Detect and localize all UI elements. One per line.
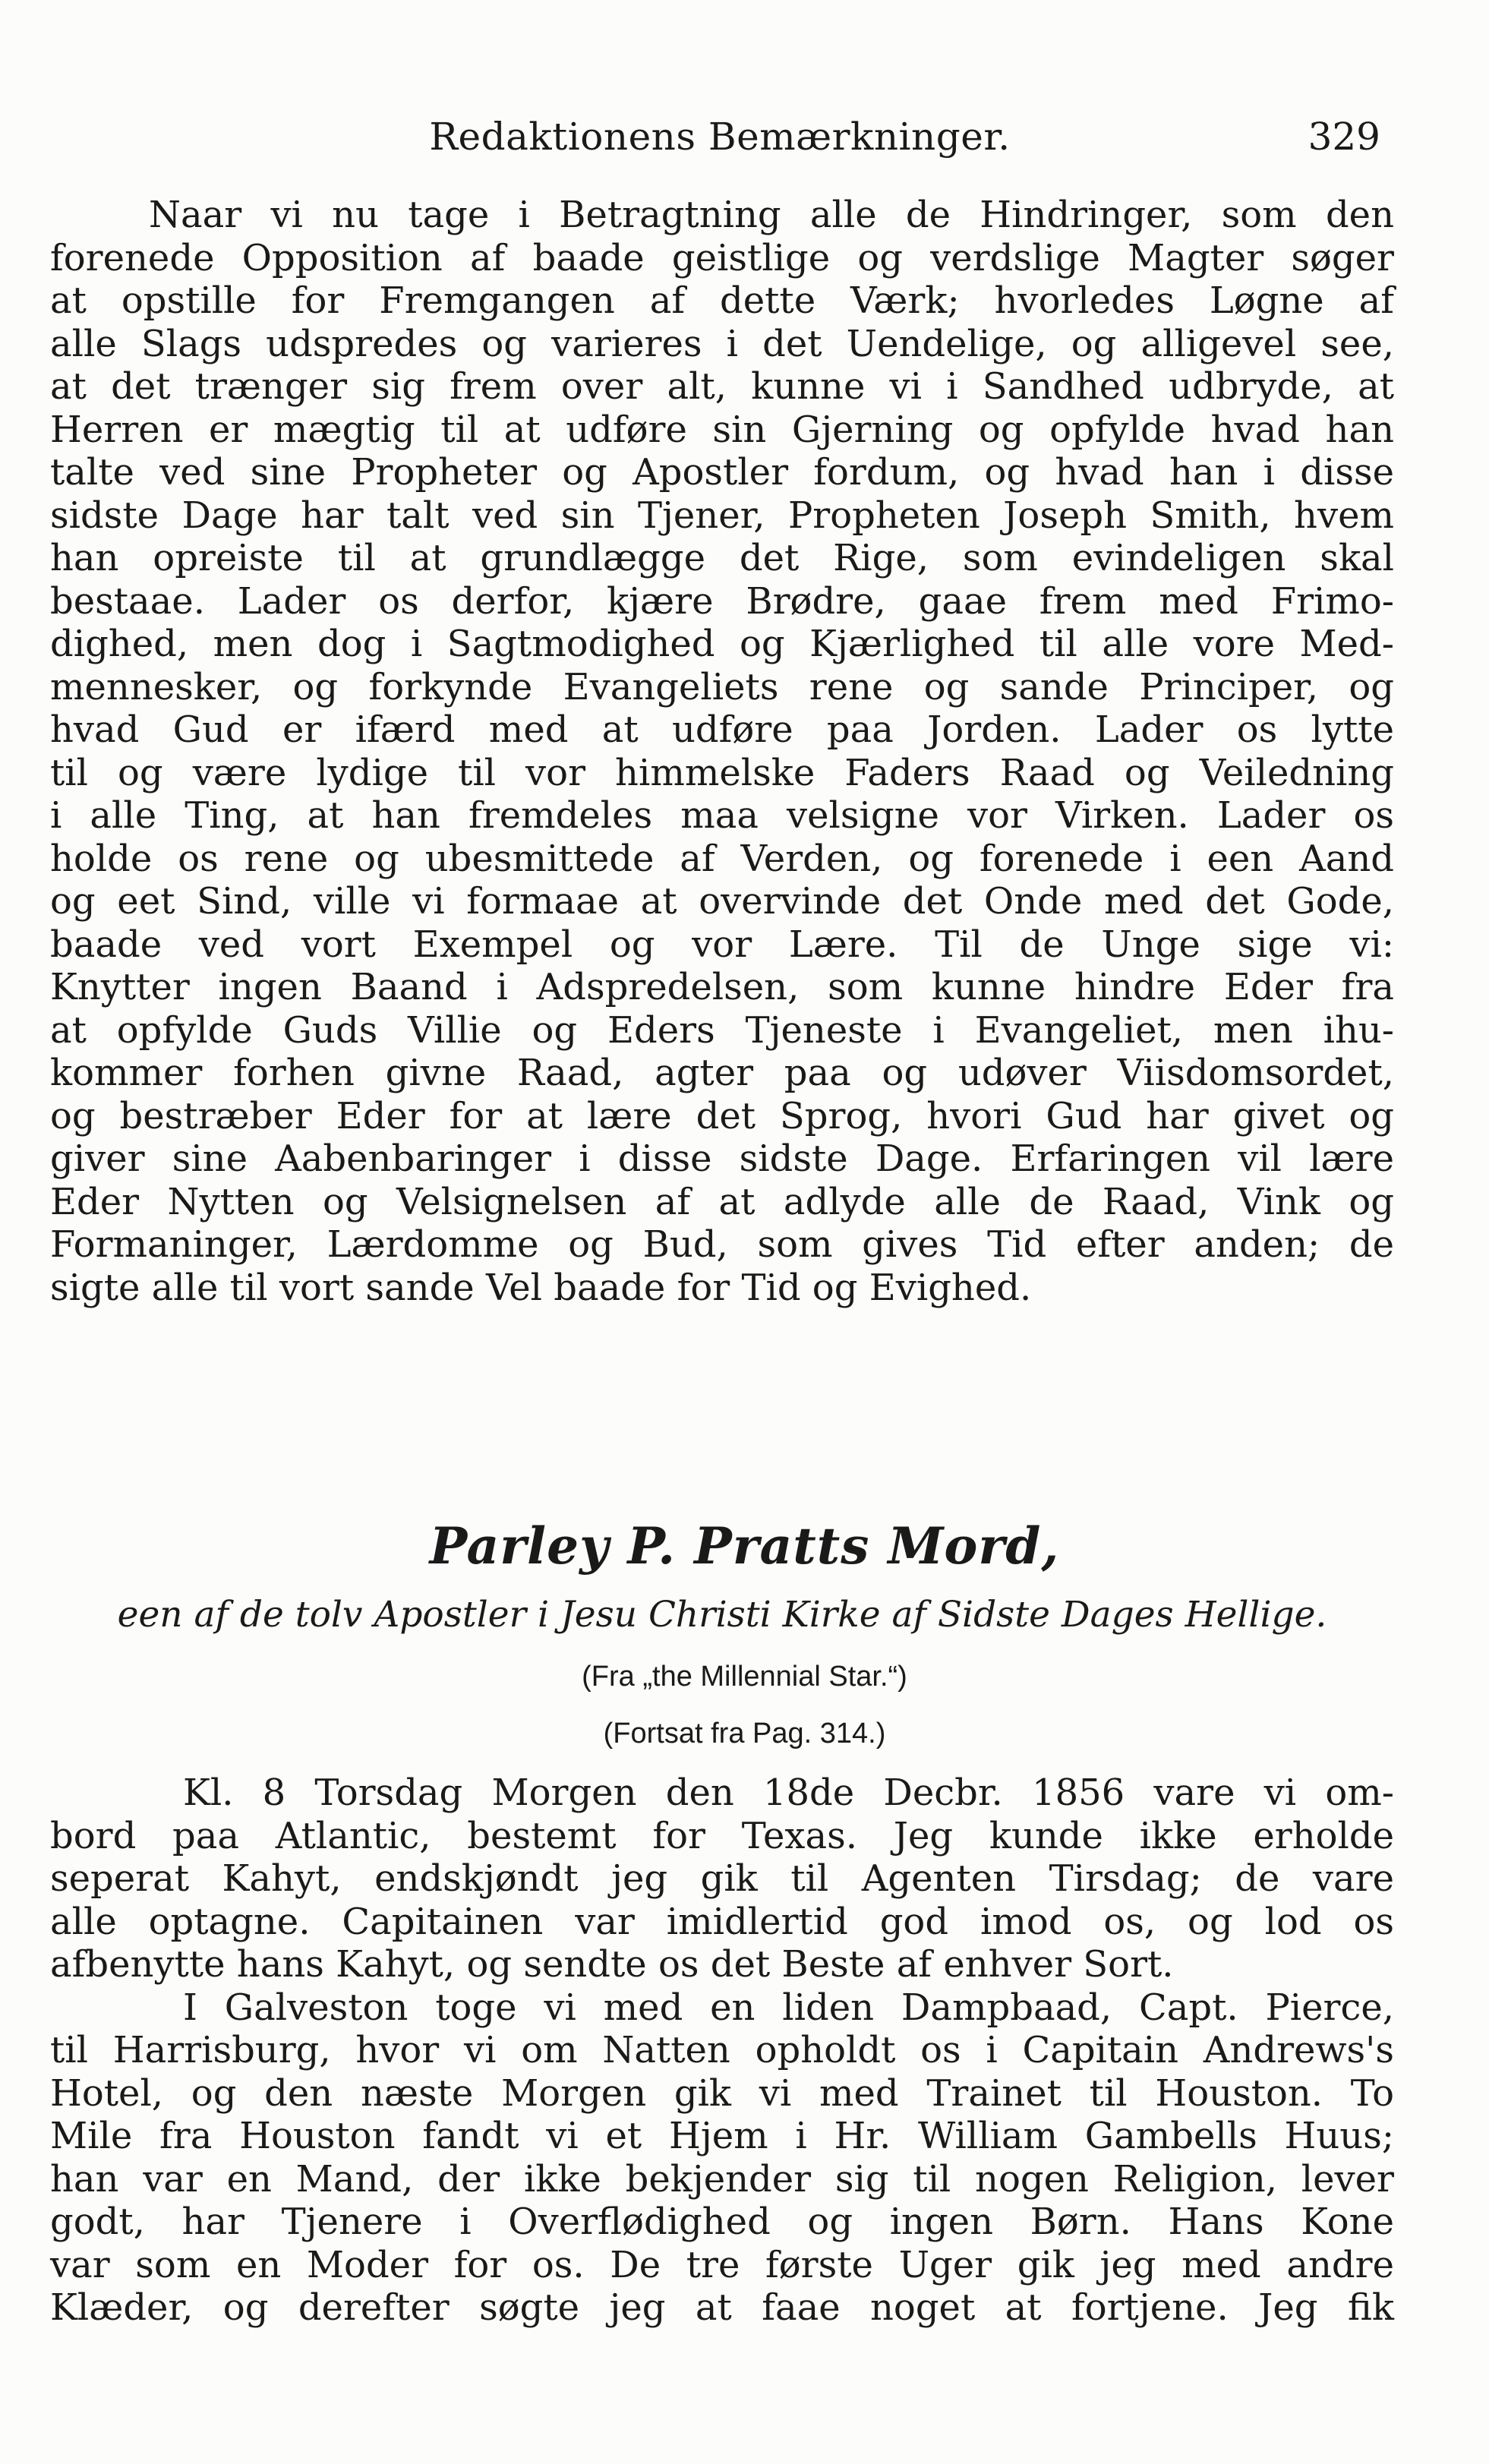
text-line: Eder Nytten og Velsignelsen af at adlyde alle de Raad, Vink og — [50, 1180, 1394, 1223]
article-source: (Fra „the Millennial Star.“) — [582, 1661, 907, 1693]
text-line: holde os rene og ubesmittede af Verden, og forenede i een Aand — [50, 837, 1394, 880]
text-line: alle optagne. Capitainen var imidlertid god imod os, og lod os — [50, 1900, 1394, 1943]
text-line: Kl. 8 Torsdag Morgen den 18de Decbr. 1856 vare vi om- — [183, 1771, 1394, 1814]
text-line: mennesker, og forkynde Evangeliets rene og sande Principer, og — [50, 665, 1394, 708]
page-number: 329 — [1308, 115, 1380, 159]
text-line: afbenytte hans Kahyt, og sendte os det Beste af enhver Sort. — [50, 1943, 1174, 1986]
text-line: og bestræber Eder for at lære det Sprog, hvori Gud har givet og — [50, 1094, 1394, 1137]
text-line: Herren er mægtig til at udføre sin Gjerning og opfylde hvad han — [50, 408, 1394, 451]
text-line: kommer forhen givne Raad, agter paa og udøver Viisdomsordet, — [50, 1052, 1394, 1094]
text-line: Klæder, og derefter søgte jeg at faae noget at fortjene. Jeg fik — [50, 2286, 1394, 2329]
text-line: alle Slags udspredes og varieres i det Uendelige, og alligevel see, — [50, 322, 1394, 365]
text-line: I Galveston toge vi med en liden Dampbaad, Capt. Pierce, — [183, 1986, 1394, 2029]
text-line: sigte alle til vort sande Vel baade for Tid og Evighed. — [50, 1266, 1032, 1309]
article-body — [50, 1771, 1394, 2330]
text-line: dighed, men dog i Sagtmodighed og Kjærlighed til alle vore Med- — [50, 623, 1394, 665]
article-continued-note: (Fortsat fra Pag. 314.) — [603, 1718, 886, 1749]
text-line: forenede Opposition af baade geistlige og verdslige Magter søger — [50, 236, 1394, 279]
text-line: baade ved vort Exempel og vor Lære. Til de Unge sige vi: — [50, 923, 1394, 966]
text-line: han opreiste til at grundlægge det Rige, som evindeligen skal — [50, 537, 1394, 579]
text-line: Naar vi nu tage i Betragtning alle de Hindringer, som den — [149, 194, 1394, 236]
text-line: til Harrisburg, hvor vi om Natten opholdt os i Capitain Andrews's — [50, 2029, 1394, 2071]
text-line: godt, har Tjenere i Overflødighed og ingen Børn. Hans Kone — [50, 2201, 1394, 2243]
article-subtitle: een af de tolv Apostler i Jesu Christi Kirke af Sidste Dages Hellige. — [117, 1594, 1327, 1636]
text-line: bestaae. Lader os derfor, kjære Brødre, gaae frem med Frimo- — [50, 579, 1394, 623]
text-line: at det trænger sig frem over alt, kunne vi i Sandhed udbryde, at — [50, 365, 1394, 408]
text-line: at opfylde Guds Villie og Eders Tjeneste i Evangeliet, men ihu- — [50, 1008, 1394, 1052]
text-line: giver sine Aabenbaringer i disse sidste Dage. Erfaringen vil lære — [50, 1137, 1394, 1180]
text-line: Mile fra Houston fandt vi et Hjem i Hr. William Gambells Huus; — [50, 2115, 1394, 2157]
text-line: han var en Mand, der ikke bekjender sig til nogen Religion, lever — [50, 2157, 1394, 2201]
text-line: talte ved sine Propheter og Apostler fordum, og hvad han i disse — [50, 451, 1394, 494]
text-line: i alle Ting, at han fremdeles maa velsigne vor Virken. Lader os — [50, 794, 1394, 837]
text-line: seperat Kahyt, endskjøndt jeg gik til Agenten Tirsdag; de vare — [50, 1857, 1394, 1900]
editorial-paragraph — [50, 194, 1394, 1309]
text-line: at opstille for Fremgangen af dette Værk; hvorledes Løgne af — [50, 279, 1394, 322]
text-line: Formaninger, Lærdomme og Bud, som gives Tid efter anden; de — [50, 1223, 1394, 1266]
article-title: Parley P. Pratts Mord, — [429, 1516, 1060, 1576]
text-line: var som en Moder for os. De tre første Uger gik jeg med andre — [50, 2243, 1394, 2286]
running-title: Redaktionens Bemærkninger. — [429, 115, 1011, 159]
text-line: Hotel, og den næste Morgen gik vi med Trainet til Houston. To — [50, 2071, 1394, 2115]
text-line: hvad Gud er ifærd med at udføre paa Jorden. Lader os lytte — [50, 708, 1394, 751]
text-line: til og være lydige til vor himmelske Faders Raad og Veiledning — [50, 751, 1394, 794]
running-head — [59, 106, 1380, 167]
text-line: bord paa Atlantic, bestemt for Texas. Jeg kunde ikke erholde — [50, 1814, 1394, 1857]
text-line: sidste Dage har talt ved sin Tjener, Propheten Joseph Smith, hvem — [50, 494, 1394, 537]
text-line: Knytter ingen Baand i Adspredelsen, som kunne hindre Eder fra — [50, 966, 1394, 1008]
text-line: og eet Sind, ville vi formaae at overvinde det Onde med det Gode, — [50, 880, 1394, 923]
